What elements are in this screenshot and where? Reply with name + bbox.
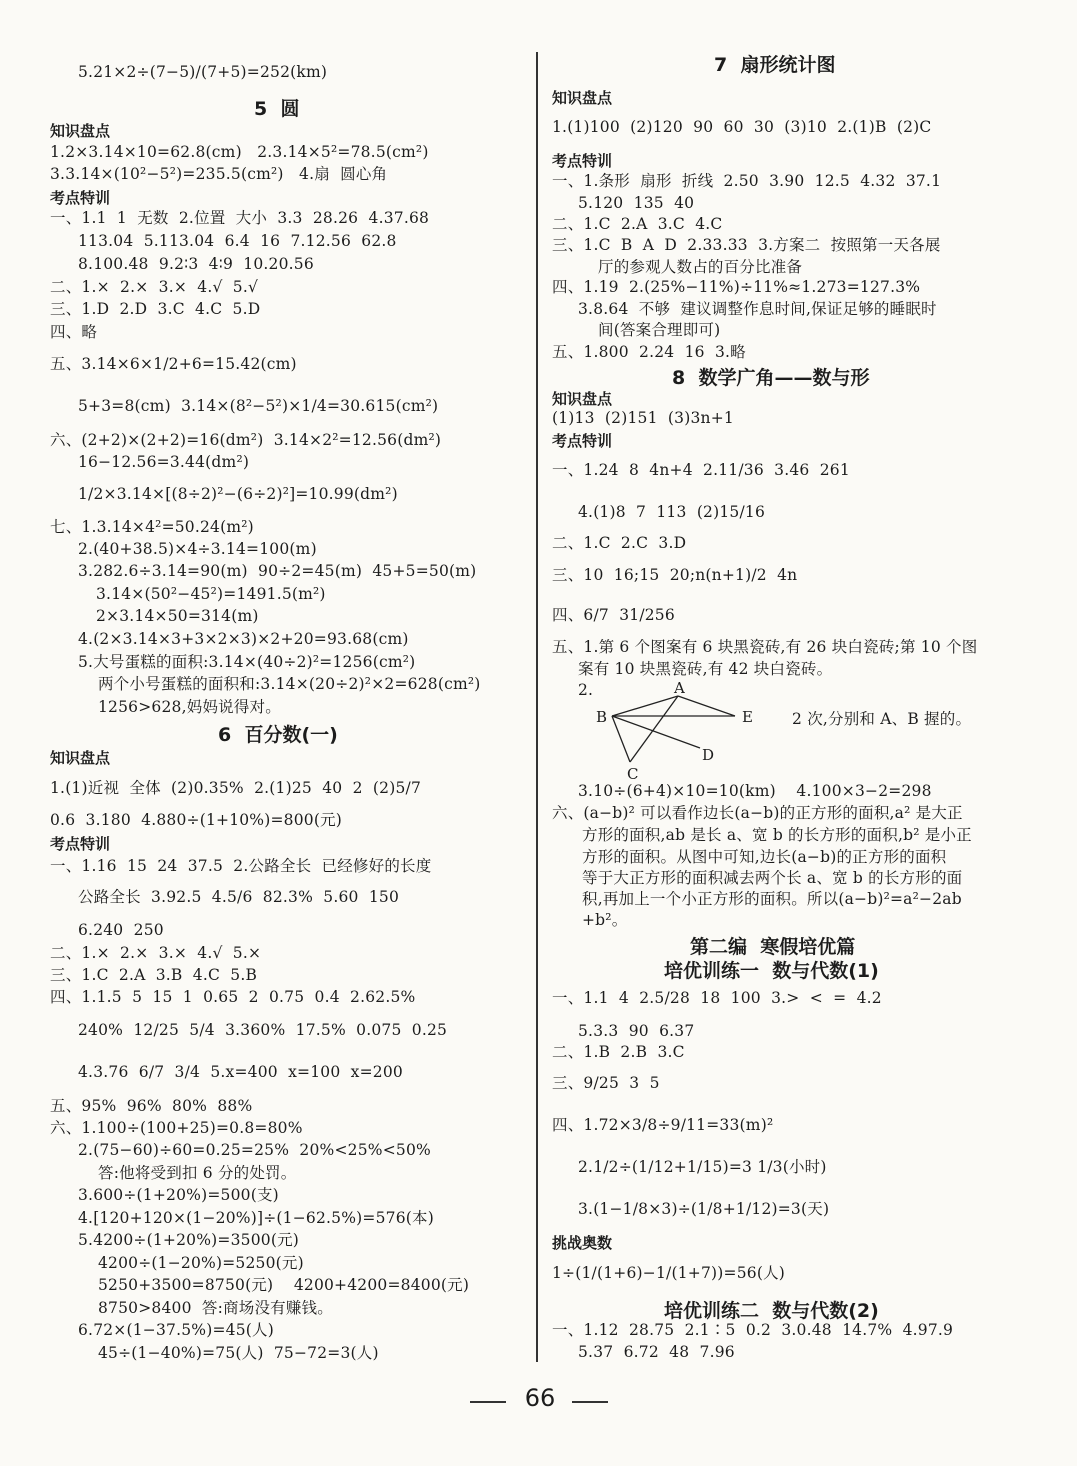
- answer-line: 1.(1)近视 全体 (2)0.35% 2.(1)25 40 2 (2)5/7: [50, 779, 422, 797]
- answer-line: 两个小号蛋糕的面积和:3.14×(20÷2)²×2=628(cm²): [98, 675, 481, 693]
- answer-line: 四、1.1.5 5 15 1 0.65 2 0.75 0.4 2.62.5%: [50, 988, 416, 1006]
- diagram-edge: [612, 716, 630, 762]
- answer-line: 三、9/25 3 5: [552, 1074, 660, 1092]
- answer-line: 二、1.B 2.B 3.C: [552, 1043, 685, 1061]
- answer-line: 2.(75−60)÷60=0.25=25% 20%<25%<50%: [78, 1141, 431, 1159]
- subheading: 知识盘点: [552, 89, 613, 107]
- answer-line: 240% 12/25 5/4 3.360% 17.5% 0.075 0.25: [78, 1021, 448, 1039]
- diagram-label-b: B: [596, 708, 608, 726]
- answer-line: 四、1.72×3/8÷9/11=33(m)²: [552, 1116, 774, 1134]
- answer-line: 一、1.12 28.75 2.1∶5 0.2 3.0.48 14.7% 4.97.9: [552, 1321, 954, 1339]
- answer-line: 五、1.第 6 个图案有 6 块黑瓷砖,有 26 块白瓷砖;第 10 个图: [552, 638, 978, 656]
- diagram-label-e: E: [742, 708, 753, 726]
- answer-line: 5.3.3 90 6.37: [578, 1022, 695, 1040]
- answer-line: 等于大正方形的面积减去两个长 a、宽 b 的长方形的面: [582, 869, 963, 887]
- answer-line: 5.37 6.72 48 7.96: [578, 1343, 735, 1361]
- answer-line: 一、1.24 8 4n+4 2.11/36 3.46 261: [552, 461, 850, 479]
- subheading: 知识盘点: [552, 390, 613, 408]
- subheading: 考点特训: [552, 152, 613, 170]
- subheading: 考点特训: [50, 189, 111, 207]
- answer-line: 2 次,分别和 A、B 握的。: [792, 710, 972, 728]
- answer-line: 积,再加上一个小正方形的面积。所以(a−b)²=a²−2ab: [582, 890, 962, 908]
- answer-line: 三、1.D 2.D 3.C 4.C 5.D: [50, 300, 261, 318]
- diagram-label-a: A: [674, 679, 685, 697]
- subheading: 知识盘点: [50, 122, 111, 140]
- answer-line: 5.21×2÷(7−5)/(7+5)=252(km): [78, 63, 328, 81]
- answer-line: 5.大号蛋糕的面积:3.14×(40÷2)²=1256(cm²): [78, 653, 416, 671]
- answer-line: 六、(2+2)×(2+2)=16(dm²) 3.14×2²=12.56(dm²): [50, 431, 442, 449]
- answer-line: 厅的参观人数占的百分比准备: [598, 258, 803, 276]
- answer-line: 一、1.条形 扇形 折线 2.50 3.90 12.5 4.32 37.1: [552, 172, 942, 190]
- answer-line: 七、1.3.14×4²=50.24(m²): [50, 518, 254, 536]
- answer-line: 2.: [578, 681, 594, 699]
- answer-line: 三、1.C 2.A 3.B 4.C 5.B: [50, 966, 258, 984]
- answer-line: 1.(1)100 (2)120 90 60 30 (3)10 2.(1)B (2)C: [552, 118, 932, 136]
- answer-line: (1)13 (2)151 (3)3n+1: [552, 409, 734, 427]
- answer-line: 3.600÷(1+20%)=500(支): [78, 1186, 279, 1204]
- handshake-diagram: [590, 676, 780, 782]
- diagram-edge: [630, 696, 678, 762]
- subheading: 知识盘点: [50, 749, 111, 767]
- section-title: 5 圆: [254, 98, 300, 120]
- answer-line: 6.240 250: [78, 921, 164, 939]
- answer-line: 5.120 135 40: [578, 194, 695, 212]
- answer-line: 五、1.800 2.24 16 3.略: [552, 343, 746, 361]
- answer-line: 3.(1−1/8×3)÷(1/8+1/12)=3(天): [578, 1200, 830, 1218]
- answer-line: 五、3.14×6×1/2+6=15.42(cm): [50, 355, 297, 373]
- answer-line: 3.14×(50²−45²)=1491.5(m²): [96, 585, 326, 603]
- answer-line: 3.10÷(6+4)×10=10(km) 4.100×3−2=298: [578, 782, 932, 800]
- answer-line: 二、1.C 2.A 3.C 4.C: [552, 215, 723, 233]
- answer-line: 1/2×3.14×[(8÷2)²−(6÷2)²]=10.99(dm²): [78, 485, 398, 503]
- answer-line: 1.2×3.14×10=62.8(cm) 2.3.14×5²=78.5(cm²): [50, 143, 429, 161]
- answer-line: 3.8.64 不够 建议调整作息时间,保证足够的睡眠时: [578, 300, 937, 318]
- answer-line: 四、略: [50, 323, 98, 341]
- answer-line: 方形的面积,ab 是长 a、宽 b 的长方形的面积,b² 是小正: [582, 826, 972, 844]
- answer-line: 5250+3500=8750(元) 4200+4200=8400(元): [98, 1276, 470, 1294]
- diagram-edge: [612, 716, 700, 748]
- subheading: 考点特训: [50, 835, 111, 853]
- answer-line: 公路全长 3.92.5 4.5/6 82.3% 5.60 150: [78, 888, 400, 906]
- answer-line: 四、1.19 2.(25%−11%)÷11%≈1.273=127.3%: [552, 278, 921, 296]
- section-title: 6 百分数(一): [218, 724, 338, 746]
- answer-line: 五、95% 96% 80% 88%: [50, 1097, 253, 1115]
- diagram-edge: [612, 696, 678, 716]
- answer-line: 1256>628,妈妈说得对。: [98, 698, 281, 716]
- answer-line: 0.6 3.180 4.880÷(1+10%)=800(元): [50, 811, 343, 829]
- answer-line: 1÷(1/(1+6)−1/(1+7))=56(人): [552, 1264, 786, 1282]
- answer-line: 4.3.76 6/7 3/4 5.x=400 x=100 x=200: [78, 1063, 403, 1081]
- answer-line: 4.(2×3.14×3+3×2×3)×2+20=93.68(cm): [78, 630, 409, 648]
- answer-line: 一、1.1 4 2.5/28 18 100 3.> < = 4.2: [552, 989, 882, 1007]
- answer-line: 一、1.16 15 24 37.5 2.公路全长 已经修好的长度: [50, 857, 432, 875]
- answer-line: 113.04 5.113.04 6.4 16 7.12.56 62.8: [78, 232, 397, 250]
- answer-line: 案有 10 块黑瓷砖,有 42 块白瓷砖。: [578, 660, 833, 678]
- diagram-label-d: D: [702, 746, 715, 764]
- answer-line: 4.(1)8 7 113 (2)15/16: [578, 503, 766, 521]
- answer-line: 二、1.× 2.× 3.× 4.√ 5.×: [50, 944, 262, 962]
- page-number-rule-right: [572, 1401, 608, 1403]
- answer-line: 答:他将受到扣 6 分的处罚。: [98, 1164, 297, 1182]
- subheading: 挑战奥数: [552, 1234, 613, 1252]
- answer-line: 3.282.6÷3.14=90(m) 90÷2=45(m) 45+5=50(m): [78, 562, 477, 580]
- answer-line: 二、1.× 2.× 3.× 4.√ 5.√: [50, 278, 259, 296]
- answer-line: 二、1.C 2.C 3.D: [552, 534, 687, 552]
- diagram-label-c: C: [627, 765, 639, 782]
- answer-line: 方形的面积。从图中可知,边长(a−b)的正方形的面积: [582, 848, 947, 866]
- answer-line: 六、(a−b)² 可以看作边长(a−b)的正方形的面积,a² 是大正: [552, 804, 963, 822]
- answer-line: +b²。: [582, 911, 628, 929]
- answer-line: 一、1.1 1 无数 2.位置 大小 3.3 28.26 4.37.68: [50, 209, 430, 227]
- answer-line: 4.[120+120×(1−20%)]÷(1−62.5%)=576(本): [78, 1209, 434, 1227]
- subheading: 考点特训: [552, 432, 613, 450]
- answer-line: 45÷(1−40%)=75(人) 75−72=3(人): [98, 1344, 379, 1362]
- answer-line: 5+3=8(cm) 3.14×(8²−5²)×1/4=30.615(cm²): [78, 397, 439, 415]
- column-divider: [536, 52, 538, 1362]
- answer-line: 2.1/2÷(1/12+1/15)=3 1/3(小时): [578, 1158, 827, 1176]
- answer-line: 2.(40+38.5)×4÷3.14=100(m): [78, 540, 317, 558]
- answer-line: 5.4200÷(1+20%)=3500(元): [78, 1231, 300, 1249]
- answer-line: 16−12.56=3.44(dm²): [78, 453, 250, 471]
- answer-line: 3.3.14×(10²−5²)=235.5(cm²) 4.扇 圆心角: [50, 165, 388, 183]
- part-title: 第二编 寒假培优篇: [690, 936, 856, 958]
- answer-line: 四、6/7 31/256: [552, 606, 675, 624]
- answer-line: 2×3.14×50=314(m): [96, 607, 259, 625]
- answer-line: 8750>8400 答:商场没有赚钱。: [98, 1299, 333, 1317]
- diagram-edge: [678, 696, 735, 716]
- section-title: 7 扇形统计图: [714, 54, 836, 76]
- page-number: 66: [524, 1384, 556, 1412]
- answer-line: 六、1.100÷(100+25)=0.8=80%: [50, 1119, 303, 1137]
- answer-line: 间(答案合理即可): [598, 321, 721, 339]
- section-title: 培优训练二 数与代数(2): [664, 1300, 879, 1322]
- answer-line: 4200÷(1−20%)=5250(元): [98, 1254, 304, 1272]
- section-title: 8 数学广角——数与形: [672, 367, 870, 389]
- answer-line: 三、1.C B A D 2.33.33 3.方案二 按照第一天各展: [552, 236, 941, 254]
- answer-line: 8.100.48 9.2∶3 4∶9 10.20.56: [78, 255, 314, 273]
- section-title: 培优训练一 数与代数(1): [664, 960, 879, 982]
- answer-line: 三、10 16;15 20;n(n+1)/2 4n: [552, 566, 798, 584]
- answer-line: 6.72×(1−37.5%)=45(人): [78, 1321, 274, 1339]
